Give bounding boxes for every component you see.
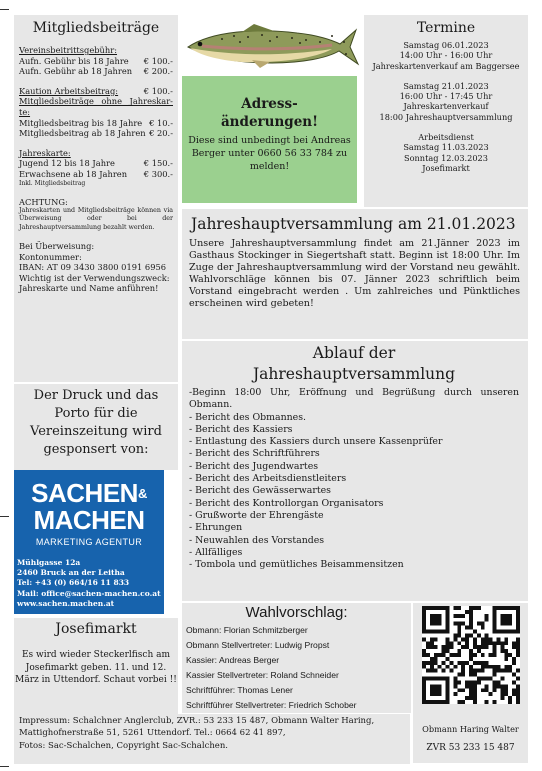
event-line: Jahreskartenverkauf	[403, 101, 489, 112]
qr-zvr: ZVR 53 233 15 487	[426, 743, 515, 753]
fee-row: Aufn. Gebühr ab 18 Jahren € 200.-	[19, 66, 173, 77]
address-change-title: Adress-	[241, 96, 298, 112]
time-line: 14:00 Uhr - 16:00 Uhr	[399, 50, 493, 61]
annual-meeting-text: Unsere Jahreshauptversammlung findet am 21.Jänner 2023 im Gasthaus Stockinger in Siegertshaft statt. Beginn ist 18:00 Uhr. Im Zuge der Jahreshauptversammlung wird der Vorstand neu gewählt. Wahlvorschläge können bis 07. Jänner 2023 schriftlich beim Vorstand eingebracht werden . Um zahlreiches und Pünktliches erscheinen wird gebeten!	[189, 238, 520, 310]
sponsor-email[interactable]: Mail: office@sachen-machen.co.at	[17, 588, 161, 598]
agenda-item: - Bericht des Arbeitsdienstleiters	[189, 473, 347, 485]
impressum	[14, 714, 410, 764]
agenda-item: - Ehrungen	[189, 522, 243, 534]
candidate-entry: Kassier Stellvertreter: Roland Schneider	[186, 670, 339, 681]
qr-panel	[413, 603, 528, 763]
date-line: Samstag 11.03.2023	[403, 142, 489, 153]
event-line: 18:00 Jahreshauptversammlung	[379, 111, 513, 122]
sponsor-city: 2460 Bruck an der Leitha	[17, 568, 125, 578]
candidate-entry: Schriftführer Stellvertreter: Friedrich Schober	[186, 700, 357, 711]
josefimarkt-panel	[14, 618, 178, 714]
date-line: Sonntag 12.03.2023	[404, 152, 488, 163]
event-line: Josefimarkt	[422, 162, 470, 173]
address-change-box	[182, 76, 357, 203]
agenda-panel	[182, 341, 528, 601]
sponsor-phone: Tel: +43 (0) 664/16 11 833	[17, 578, 130, 588]
entry-fee-heading: Vereinsbeitrittsgebühr:	[19, 45, 118, 55]
impressum-line: Fotos: Sac-Schalchen, Copyright Sac-Schalchen.	[19, 740, 229, 751]
fee-row: Aufn. Gebühr bis 18 Jahre € 100.-	[19, 55, 173, 66]
agenda-item: - Neuwahlen des Vorstandes	[189, 534, 325, 546]
agenda-item: - Tombola und gemütliches Beisammensitzen	[189, 559, 404, 571]
sponsor-contact	[14, 556, 164, 614]
dates-panel	[364, 15, 528, 207]
agenda-item: -Beginn 18:00 Uhr, Eröffnung und Begrüßung durch unseren Obmann.	[189, 387, 519, 411]
fees-without-card-heading: Mitgliedsbeiträge ohne Jahreskar-	[19, 96, 173, 107]
josefimarkt-text: Es wird wieder Steckerlfisch am Josefimarkt geben. 11. und 12. März in Uttendorf. Schaut vorbei !!	[15, 650, 177, 685]
crop-mark-bottom	[0, 766, 9, 767]
iban: IBAN: AT 09 3430 3800 0191 6956	[19, 262, 167, 273]
qr-code[interactable]	[422, 606, 520, 704]
agenda-item: - Bericht des Kassiers	[189, 423, 293, 435]
event-line: Jahreskartenverkauf am Baggersee	[372, 60, 520, 71]
dates-title: Termine	[416, 20, 476, 36]
candidate-entry: Kassier: Andreas Berger	[186, 655, 280, 666]
membership-fees-panel	[14, 15, 178, 382]
annual-meeting-title: Jahreshauptversammlung am 21.01.2023	[191, 215, 516, 233]
transfer-note: Wichtig ist der Verwendungszweck: Jahreskarte und Name anführen!	[19, 272, 170, 294]
agenda-title: Ablauf der	[312, 344, 396, 362]
agenda-item: - Bericht des Schriftführers	[189, 448, 320, 460]
agenda-item: - Bericht des Gewässerwartes	[189, 485, 331, 497]
fee-row: Jugend 12 bis 18 Jahre € 150.-	[19, 158, 173, 169]
address-change-title-cont: änderungen!	[220, 114, 319, 130]
agenda-item: - Grußworte der Ehrengäste	[189, 509, 324, 521]
agenda-item: - Entlastung des Kassiers durch unsere Kassenprüfer	[189, 436, 443, 448]
qr-caption: Obmann Haring Walter	[422, 724, 519, 734]
address-change-text: Diese sind unbedingt bei Andreas Berger unter 0660 56 33 784 zu melden!	[188, 135, 351, 172]
josefimarkt-title: Josefimarkt	[55, 621, 137, 637]
candidate-entry: Obmann Stellvertreter: Ludwig Propst	[186, 640, 330, 651]
annual-card-heading: Jahreskarte:	[19, 147, 71, 158]
agenda-item: - Bericht des Obmannes.	[189, 411, 307, 423]
membership-fees-title: Mitgliedsbeiträge	[32, 20, 160, 36]
fee-row: Kaution Arbeitsbeitrag: € 100.-	[19, 85, 173, 96]
sponsor-panel	[14, 384, 178, 470]
impressum-line: Impressum: Schalchner Anglerclub, ZVR.: 53 233 15 487, Obmann Walter Haring,	[19, 716, 375, 726]
attention-text: Jahreskarten und Mitgliedsbeiträge können via Überweisung oder bei der Jahreshauptversammlung bezahlt werden.	[19, 207, 173, 231]
sponsor-logo	[14, 470, 164, 556]
sponsor-street: Mühlgasse 12a	[17, 558, 81, 567]
agenda-item: - Bericht des Kontrollorgan Organisators	[189, 497, 384, 509]
candidate-entry: Schriftführer: Thomas Lener	[186, 685, 293, 696]
election-proposal-title: Wahlvorschlag:	[245, 604, 348, 621]
agenda-item: - Bericht des Jugendwartes	[189, 460, 319, 472]
fees-without-card-heading-cont: te:	[19, 106, 31, 117]
agenda-item: - Allfälliges	[189, 546, 243, 558]
logo-ampersand: &	[137, 486, 147, 501]
fee-row: Mitgliedsbeitrag bis 18 Jahre € 10.-	[19, 117, 173, 128]
fee-row: Mitgliedsbeitrag ab 18 Jahren € 20.-	[19, 128, 173, 139]
agenda-title-cont: Jahreshauptversammlung	[252, 365, 456, 383]
logo-word-machen: MACHEN	[33, 505, 145, 535]
time-line: 16:00 Uhr - 17:45 Uhr	[399, 91, 493, 102]
date-line: Samstag 21.01.2023	[403, 80, 489, 91]
incl-note: Inkl. Mitgliedsbeitrag	[19, 179, 86, 187]
date-line: Samstag 06.01.2023	[403, 40, 489, 50]
attention-title: ACHTUNG:	[19, 196, 68, 207]
fee-row: Erwachsene ab 18 Jahren € 300.-	[19, 168, 173, 179]
agenda-list	[189, 387, 519, 571]
annual-meeting-panel	[182, 209, 528, 339]
impressum-line: Mattighofnerstraße 51, 5261 Uttendorf. Tel.: 0664 62 41 897,	[19, 728, 286, 739]
event-title: Arbeitsdienst	[418, 132, 474, 143]
election-proposal-panel	[182, 603, 411, 713]
trout-illustration	[182, 22, 360, 72]
crop-mark-left	[0, 516, 9, 517]
candidate-entry: Obmann: Florian Schmitzberger	[186, 625, 308, 635]
account-number-label: Kontonummer:	[19, 251, 82, 262]
logo-subtitle: MARKETING AGENTUR	[35, 537, 143, 547]
sponsor-text: Der Druck und das Porto für die Vereinszeitung wird gesponsert von:	[30, 388, 162, 457]
logo-word-sachen: SACHEN	[31, 478, 138, 508]
transfer-title: Bei Überweisung:	[19, 241, 95, 252]
crop-mark-top	[0, 9, 9, 10]
sponsor-website[interactable]: www.sachen.machen.at	[17, 598, 115, 608]
